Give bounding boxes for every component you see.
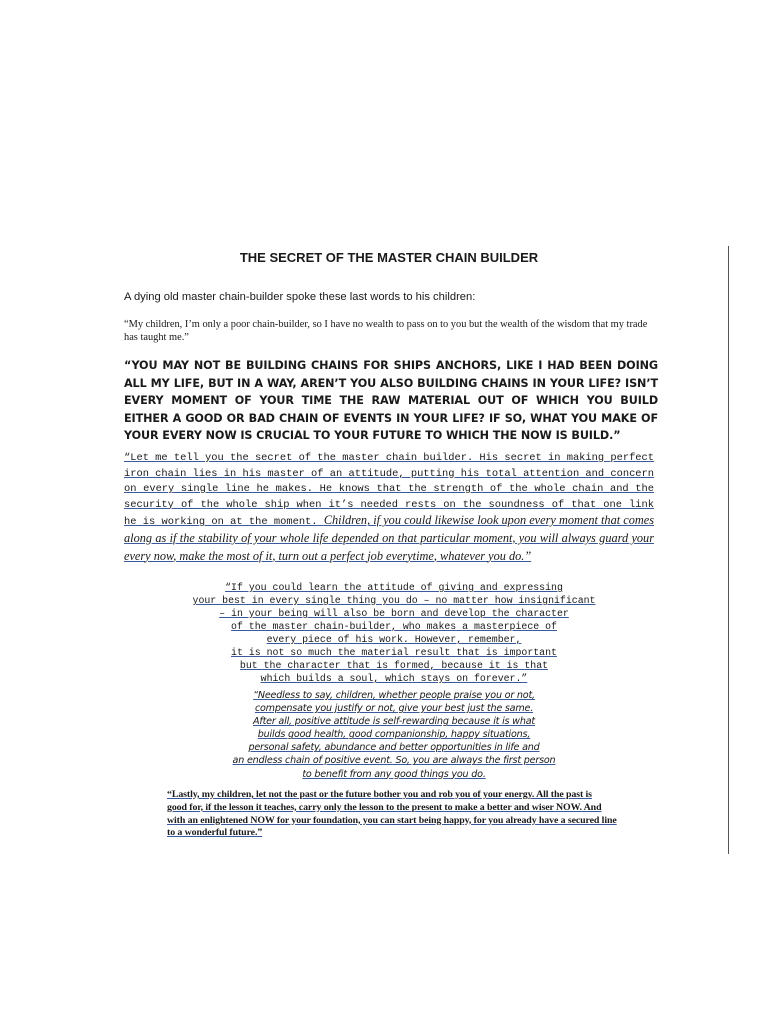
closing-line: to a wonderful future.” bbox=[167, 827, 263, 839]
needless-line: compensate you justify or not, give your best just the same. bbox=[254, 703, 534, 715]
closing-line: “Lastly, my children, let not the past or the future bother you and rob you of your energy. All the past is bbox=[167, 789, 592, 800]
needless-line: “Needless to say, children, whether people praise you or not, bbox=[253, 690, 535, 701]
secret-paragraph-text: “Let me tell you the secret of the master chain builder. His secret in making perfect iron chain lies in his master of an attitude, putting his total attention and concern on every single line he makes. He knows that the strength of the whole chain and the security of the whole ship when it’s needed rests on the soundness of that one link he is working on at the moment. bbox=[124, 452, 655, 529]
attitude-line: every piece of his work. However, remember, bbox=[266, 634, 522, 645]
needless-line: After all, positive attitude is self-rewarding because it is what bbox=[253, 716, 535, 728]
needless-line: personal safety, abundance and better opportunities in life and bbox=[248, 742, 540, 754]
document-title: THE SECRET OF THE MASTER CHAIN BUILDER bbox=[239, 250, 539, 265]
caps-paragraph: “YOU MAY NOT BE BUILDING CHAINS FOR SHIPS ANCHORS, LIKE I HAD BEEN DOING ALL MY LIFE, BUT IN A WAY, AREN’T YOU ALSO BUILDING CHAINS IN YOUR LIFE? ISN’T EVERY MOMENT OF YOUR TIME THE RAW MATERIAL OUT OF WHICH YOU BUILD EITHER A GOOD OR BAD CHAIN OF EVENTS IN YOUR LIFE? IF SO, WHAT YOU MAKE OF YOUR EVERY NOW IS CRUCIAL TO YOUR FUTURE TO WHICH THE NOW IS BUILD.” bbox=[124, 359, 658, 443]
attitude-line: which builds a soul, which stays on forever.” bbox=[260, 673, 528, 684]
needless-line: an endless chain of positive event. So, you are always the first person bbox=[232, 755, 556, 767]
attitude-line: your best in every single thing you do – no matter how insignificant bbox=[192, 595, 596, 606]
attitude-line: it is not so much the material result that is important bbox=[231, 647, 557, 658]
needless-line: builds good health, good companionship, happy situations, bbox=[257, 729, 531, 741]
closing-paragraph bbox=[167, 789, 657, 840]
secret-paragraph-italic: Children, if you could likewise look upon every moment that comes along as if the stability of your whole life depended on that particular moment, you will always guard your every now, make the most of it, turn out a perfect job everytime, whatever you do.” bbox=[124, 513, 654, 563]
attitude-line: but the character that is formed, because it is that bbox=[239, 660, 549, 671]
needless-paragraph bbox=[194, 689, 594, 781]
attitude-paragraph bbox=[184, 581, 604, 685]
secret-paragraph bbox=[124, 451, 654, 566]
intro-line: A dying old master chain-builder spoke these last words to his children: bbox=[124, 291, 476, 303]
opening-quote: “My children, I’m only a poor chain-builder, so I have no wealth to pass on to you but the wealth of the wisdom that my trade has taught me.” bbox=[124, 319, 648, 343]
attitude-line: “If you could learn the attitude of giving and expressing bbox=[225, 582, 563, 593]
attitude-line: of the master chain-builder, who makes a masterpiece of bbox=[231, 621, 557, 632]
closing-line: good for, if the lesson it teaches, carry only the lesson to the present to make a better and wiser NOW. And bbox=[167, 801, 602, 813]
attitude-line: – in your being will also be born and develop the character bbox=[219, 608, 569, 619]
closing-line: with an enlightened NOW for your foundation, you can start being happy, for you already have a secured line bbox=[167, 814, 617, 826]
needless-line: to benefit from any good things you do. bbox=[302, 768, 486, 780]
page-edge-line bbox=[728, 246, 729, 854]
